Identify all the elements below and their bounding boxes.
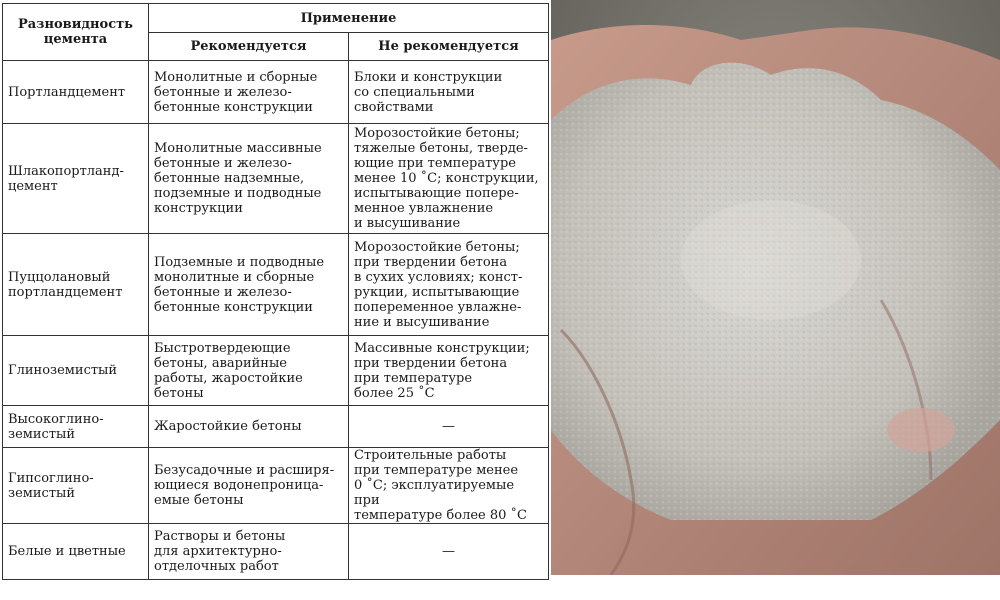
- cell-cement-type: Портландцемент: [3, 61, 149, 124]
- cell-not-recommended: Морозостойкие бетоны; тяжелые бетоны, тверде- ющие при температуре менее 10 ˚С; конструкции, испытывающие попере- менное увлажнение и высушивание: [349, 124, 549, 234]
- cell-not-recommended: Массивные конструкции; при твердении бетона при температуре более 25 ˚С: [349, 336, 549, 406]
- cement-types-table: [2, 3, 549, 580]
- cement-in-hands-photo: [551, 0, 1000, 575]
- cell-not-recommended: —: [349, 406, 549, 448]
- powder-highlight: [681, 200, 861, 320]
- cell-cement-type: Гипсоглино- земистый: [3, 448, 149, 524]
- cell-recommended: Безусадочные и расширя- ющиеся водонепроница- емые бетоны: [149, 448, 349, 524]
- table-row: [3, 124, 549, 234]
- cell-not-recommended: —: [349, 524, 549, 580]
- cell-not-recommended: Строительные работы при температуре менее 0 ˚С; эксплуатируемые при температуре более 80 ˚С: [349, 448, 549, 524]
- cell-cement-type: Глиноземистый: [3, 336, 149, 406]
- hands-holding-cement-illustration: [551, 0, 1000, 575]
- header-not-recommended: Не рекомендуется: [349, 33, 549, 61]
- cell-recommended: Монолитные и сборные бетонные и железо- бетонные конструкции: [149, 61, 349, 124]
- table-row: [3, 406, 549, 448]
- cell-recommended: Подземные и подводные монолитные и сборные бетонные и железо- бетонные конструкции: [149, 234, 349, 336]
- table-row: [3, 524, 549, 580]
- cell-recommended: Растворы и бетоны для архитектурно- отделочных работ: [149, 524, 349, 580]
- cell-cement-type: Пуццолановый портландцемент: [3, 234, 149, 336]
- table-row: [3, 61, 549, 124]
- cell-recommended: Жаростойкие бетоны: [149, 406, 349, 448]
- cell-not-recommended: Блоки и конструкции со специальными свойствами: [349, 61, 549, 124]
- cell-cement-type: Белые и цветные: [3, 524, 149, 580]
- table-row: [3, 336, 549, 406]
- cell-cement-type: Высокоглино- земистый: [3, 406, 149, 448]
- cell-cement-type: Шлакопортланд- цемент: [3, 124, 149, 234]
- fingernail: [887, 408, 955, 452]
- cement-types-table-container: [2, 3, 548, 575]
- header-cement-type: Разновидность цемента: [3, 4, 149, 61]
- header-application: Применение: [149, 4, 549, 33]
- cell-not-recommended: Морозостойкие бетоны; при твердении бетона в сухих условиях; конст- рукции, испытывающие попеременное увлажне- ние и высушивание: [349, 234, 549, 336]
- cell-recommended: Монолитные массивные бетонные и железо- бетонные надземные, подземные и подводные конструкции: [149, 124, 349, 234]
- table-row: [3, 448, 549, 524]
- cell-recommended: Быстротвердеющие бетоны, аварийные работы, жаростойкие бетоны: [149, 336, 349, 406]
- header-recommended: Рекомендуется: [149, 33, 349, 61]
- table-row: [3, 234, 549, 336]
